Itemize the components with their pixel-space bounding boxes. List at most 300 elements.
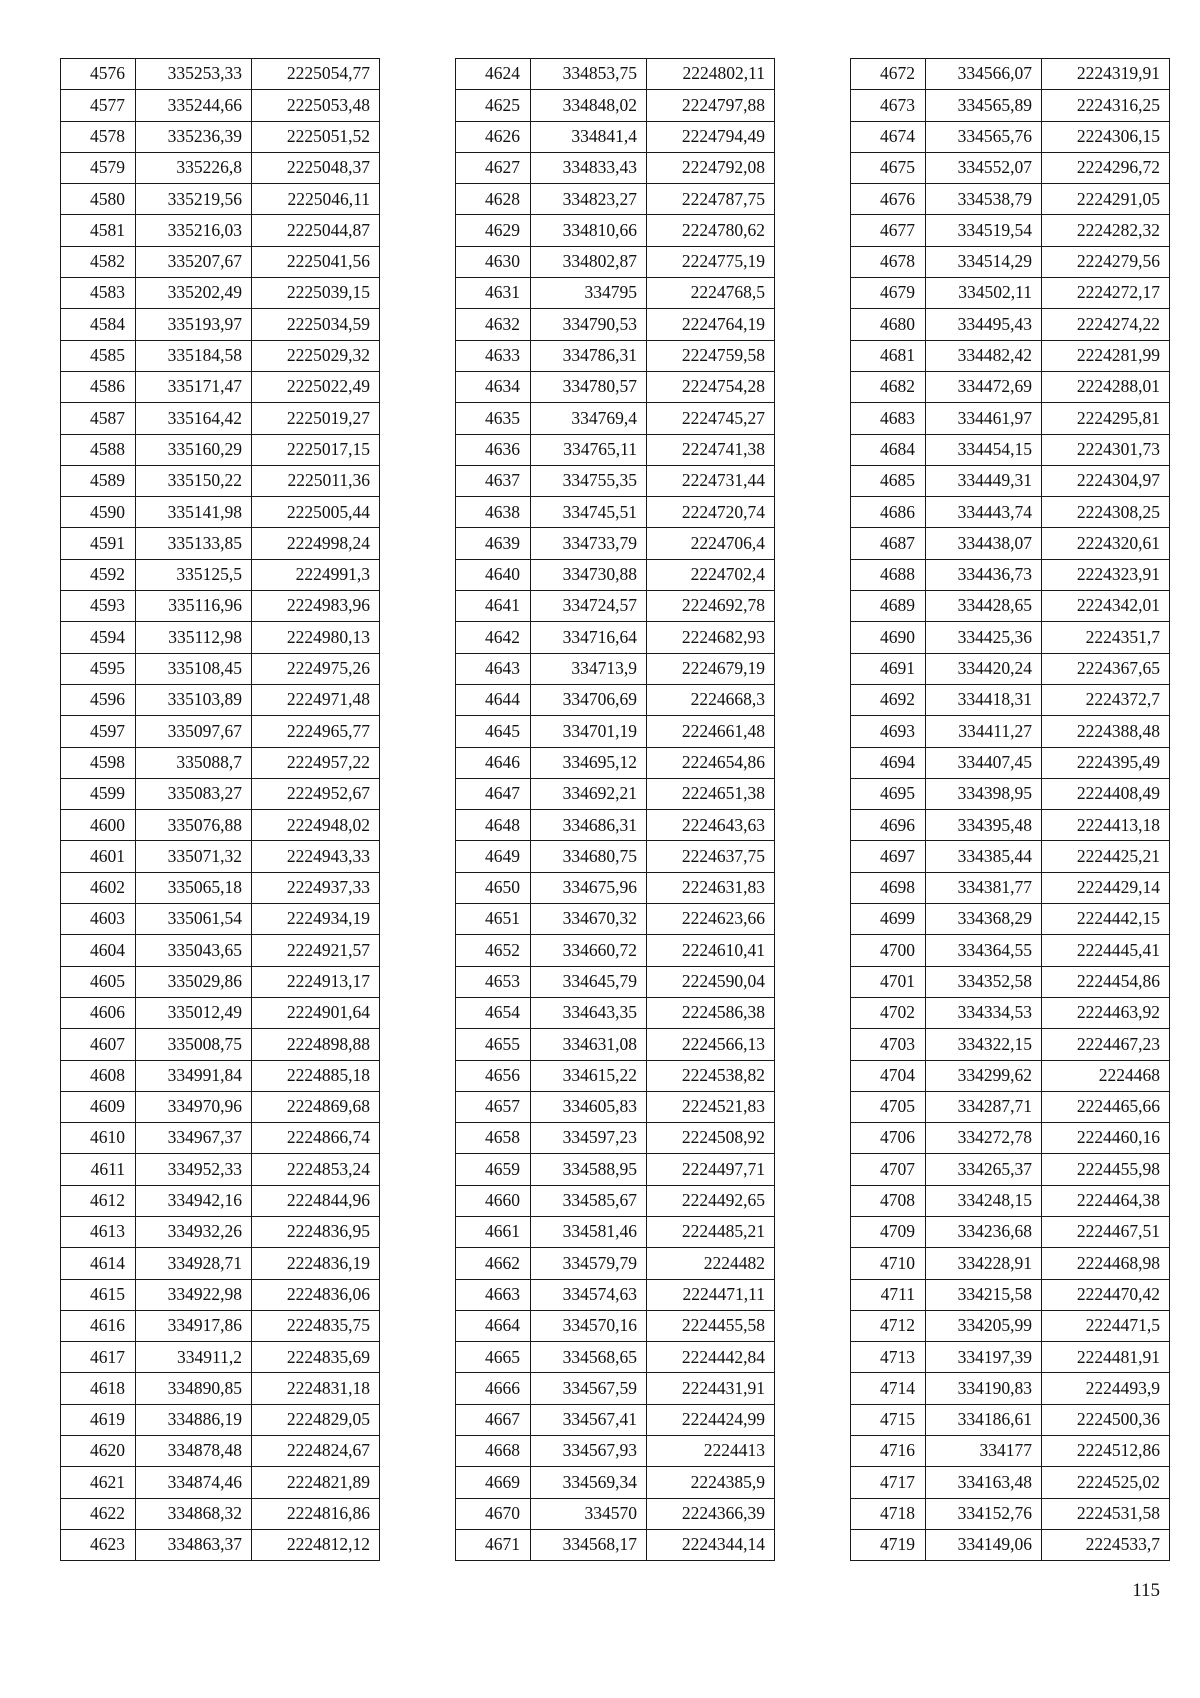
- y-coordinate-cell: 2224320,61: [1042, 528, 1170, 559]
- point-number-cell: 4690: [851, 622, 926, 653]
- point-number-cell: 4576: [61, 59, 136, 90]
- y-coordinate-cell: 2224395,49: [1042, 747, 1170, 778]
- y-coordinate-cell: 2224983,96: [252, 591, 380, 622]
- y-coordinate-cell: 2224623,66: [647, 904, 775, 935]
- point-number-cell: 4634: [456, 371, 531, 402]
- y-coordinate-cell: 2224455,58: [647, 1310, 775, 1341]
- point-number-cell: 4710: [851, 1248, 926, 1279]
- y-coordinate-cell: 2224431,91: [647, 1373, 775, 1404]
- table-row: [61, 1529, 380, 1560]
- x-coordinate-cell: 334352,58: [926, 966, 1042, 997]
- table-row: [851, 59, 1170, 90]
- x-coordinate-cell: 334932,26: [136, 1216, 252, 1247]
- table-row: [851, 1467, 1170, 1498]
- x-coordinate-cell: 335071,32: [136, 841, 252, 872]
- x-coordinate-cell: 334724,57: [531, 591, 647, 622]
- y-coordinate-cell: 2224764,19: [647, 309, 775, 340]
- x-coordinate-cell: 335008,75: [136, 1029, 252, 1060]
- y-coordinate-cell: 2224460,16: [1042, 1123, 1170, 1154]
- y-coordinate-cell: 2224425,21: [1042, 841, 1170, 872]
- y-coordinate-cell: 2224824,67: [252, 1436, 380, 1467]
- point-number-cell: 4586: [61, 371, 136, 402]
- x-coordinate-cell: 334443,74: [926, 497, 1042, 528]
- table-row: [456, 1310, 775, 1341]
- table-row: [851, 810, 1170, 841]
- y-coordinate-cell: 2224274,22: [1042, 309, 1170, 340]
- point-number-cell: 4579: [61, 152, 136, 183]
- y-coordinate-cell: 2224497,71: [647, 1154, 775, 1185]
- table-row: [851, 278, 1170, 309]
- table-row: [456, 1091, 775, 1122]
- y-coordinate-cell: 2224470,42: [1042, 1279, 1170, 1310]
- table-row: [456, 465, 775, 496]
- point-number-cell: 4589: [61, 465, 136, 496]
- table-row: [61, 215, 380, 246]
- y-coordinate-cell: 2224291,05: [1042, 184, 1170, 215]
- y-coordinate-cell: 2224493,9: [1042, 1373, 1170, 1404]
- x-coordinate-cell: 334482,42: [926, 340, 1042, 371]
- table-row: [61, 278, 380, 309]
- table-row: [456, 184, 775, 215]
- x-coordinate-cell: 334565,89: [926, 90, 1042, 121]
- x-coordinate-cell: 335171,47: [136, 371, 252, 402]
- table-row: [456, 1185, 775, 1216]
- table-row: [61, 1467, 380, 1498]
- y-coordinate-cell: 2224913,17: [252, 966, 380, 997]
- x-coordinate-cell: 334970,96: [136, 1091, 252, 1122]
- x-coordinate-cell: 335108,45: [136, 653, 252, 684]
- table-row: [851, 1436, 1170, 1467]
- point-number-cell: 4644: [456, 684, 531, 715]
- y-coordinate-cell: 2224445,41: [1042, 935, 1170, 966]
- x-coordinate-cell: 334695,12: [531, 747, 647, 778]
- y-coordinate-cell: 2224991,3: [252, 559, 380, 590]
- table-row: [851, 778, 1170, 809]
- table-row: [851, 1342, 1170, 1373]
- point-number-cell: 4584: [61, 309, 136, 340]
- table-row: [851, 215, 1170, 246]
- point-number-cell: 4633: [456, 340, 531, 371]
- x-coordinate-cell: 334579,79: [531, 1248, 647, 1279]
- point-number-cell: 4638: [456, 497, 531, 528]
- x-coordinate-cell: 334605,83: [531, 1091, 647, 1122]
- y-coordinate-cell: 2224281,99: [1042, 340, 1170, 371]
- point-number-cell: 4611: [61, 1154, 136, 1185]
- point-number-cell: 4623: [61, 1529, 136, 1560]
- x-coordinate-cell: 334706,69: [531, 684, 647, 715]
- x-coordinate-cell: 334570,16: [531, 1310, 647, 1341]
- table-row: [851, 997, 1170, 1028]
- y-coordinate-cell: 2224775,19: [647, 246, 775, 277]
- x-coordinate-cell: 334322,15: [926, 1029, 1042, 1060]
- x-coordinate-cell: 335219,56: [136, 184, 252, 215]
- x-coordinate-cell: 334368,29: [926, 904, 1042, 935]
- y-coordinate-cell: 2224768,5: [647, 278, 775, 309]
- table-row: [456, 309, 775, 340]
- y-coordinate-cell: 2224745,27: [647, 403, 775, 434]
- x-coordinate-cell: 334197,39: [926, 1342, 1042, 1373]
- table-row: [61, 309, 380, 340]
- point-number-cell: 4614: [61, 1248, 136, 1279]
- y-coordinate-cell: 2224492,65: [647, 1185, 775, 1216]
- y-coordinate-cell: 2224306,15: [1042, 121, 1170, 152]
- table-row: [851, 716, 1170, 747]
- point-number-cell: 4582: [61, 246, 136, 277]
- table-row: [61, 1091, 380, 1122]
- point-number-cell: 4648: [456, 810, 531, 841]
- y-coordinate-cell: 2224566,13: [647, 1029, 775, 1060]
- point-number-cell: 4675: [851, 152, 926, 183]
- point-number-cell: 4628: [456, 184, 531, 215]
- table-row: [851, 371, 1170, 402]
- x-coordinate-cell: 334769,4: [531, 403, 647, 434]
- x-coordinate-cell: 334631,08: [531, 1029, 647, 1060]
- table-row: [851, 1185, 1170, 1216]
- x-coordinate-cell: 334381,77: [926, 872, 1042, 903]
- x-coordinate-cell: 334149,06: [926, 1529, 1042, 1560]
- point-number-cell: 4692: [851, 684, 926, 715]
- point-number-cell: 4651: [456, 904, 531, 935]
- y-coordinate-cell: 2224590,04: [647, 966, 775, 997]
- x-coordinate-cell: 335076,88: [136, 810, 252, 841]
- y-coordinate-cell: 2224413,18: [1042, 810, 1170, 841]
- point-number-cell: 4649: [456, 841, 531, 872]
- y-coordinate-cell: 2225048,37: [252, 152, 380, 183]
- point-number-cell: 4677: [851, 215, 926, 246]
- x-coordinate-cell: 334890,85: [136, 1373, 252, 1404]
- x-coordinate-cell: 334190,83: [926, 1373, 1042, 1404]
- x-coordinate-cell: 335253,33: [136, 59, 252, 90]
- y-coordinate-cell: 2224308,25: [1042, 497, 1170, 528]
- point-number-cell: 4602: [61, 872, 136, 903]
- x-coordinate-cell: 334574,63: [531, 1279, 647, 1310]
- y-coordinate-cell: 2224481,91: [1042, 1342, 1170, 1373]
- y-coordinate-cell: 2224829,05: [252, 1404, 380, 1435]
- table-row: [61, 1185, 380, 1216]
- x-coordinate-cell: 334643,35: [531, 997, 647, 1028]
- table-row: [456, 778, 775, 809]
- point-number-cell: 4639: [456, 528, 531, 559]
- y-coordinate-cell: 2224372,7: [1042, 684, 1170, 715]
- point-number-cell: 4714: [851, 1373, 926, 1404]
- point-number-cell: 4674: [851, 121, 926, 152]
- point-number-cell: 4590: [61, 497, 136, 528]
- x-coordinate-cell: 335236,39: [136, 121, 252, 152]
- table-row: [61, 1436, 380, 1467]
- point-number-cell: 4635: [456, 403, 531, 434]
- x-coordinate-cell: 334215,58: [926, 1279, 1042, 1310]
- point-number-cell: 4665: [456, 1342, 531, 1373]
- x-coordinate-cell: 334519,54: [926, 215, 1042, 246]
- y-coordinate-cell: 2224413: [647, 1436, 775, 1467]
- x-coordinate-cell: 334967,37: [136, 1123, 252, 1154]
- x-coordinate-cell: 335043,65: [136, 935, 252, 966]
- x-coordinate-cell: 334502,11: [926, 278, 1042, 309]
- x-coordinate-cell: 334802,87: [531, 246, 647, 277]
- table-row: [456, 904, 775, 935]
- x-coordinate-cell: 334680,75: [531, 841, 647, 872]
- y-coordinate-cell: 2224385,9: [647, 1467, 775, 1498]
- table-row: [61, 1373, 380, 1404]
- y-coordinate-cell: 2224794,49: [647, 121, 775, 152]
- y-coordinate-cell: 2224835,75: [252, 1310, 380, 1341]
- point-number-cell: 4707: [851, 1154, 926, 1185]
- table-row: [851, 1060, 1170, 1091]
- y-coordinate-cell: 2224797,88: [647, 90, 775, 121]
- point-number-cell: 4588: [61, 434, 136, 465]
- x-coordinate-cell: 334425,36: [926, 622, 1042, 653]
- point-number-cell: 4591: [61, 528, 136, 559]
- coordinate-table-1: [60, 58, 380, 1561]
- point-number-cell: 4696: [851, 810, 926, 841]
- y-coordinate-cell: 2224464,38: [1042, 1185, 1170, 1216]
- y-coordinate-cell: 2224295,81: [1042, 403, 1170, 434]
- table-row: [61, 1279, 380, 1310]
- page-number: 115: [1132, 1580, 1160, 1601]
- y-coordinate-cell: 2224508,92: [647, 1123, 775, 1154]
- table-row: [456, 1529, 775, 1560]
- x-coordinate-cell: 334952,33: [136, 1154, 252, 1185]
- table-row: [456, 591, 775, 622]
- x-coordinate-cell: 335112,98: [136, 622, 252, 653]
- point-number-cell: 4653: [456, 966, 531, 997]
- point-number-cell: 4709: [851, 1216, 926, 1247]
- x-coordinate-cell: 334236,68: [926, 1216, 1042, 1247]
- y-coordinate-cell: 2224471,11: [647, 1279, 775, 1310]
- y-coordinate-cell: 2224471,5: [1042, 1310, 1170, 1341]
- x-coordinate-cell: 334454,15: [926, 434, 1042, 465]
- point-number-cell: 4595: [61, 653, 136, 684]
- x-coordinate-cell: 334552,07: [926, 152, 1042, 183]
- point-number-cell: 4627: [456, 152, 531, 183]
- point-number-cell: 4618: [61, 1373, 136, 1404]
- x-coordinate-cell: 334868,32: [136, 1498, 252, 1529]
- y-coordinate-cell: 2224836,06: [252, 1279, 380, 1310]
- x-coordinate-cell: 334272,78: [926, 1123, 1042, 1154]
- point-number-cell: 4608: [61, 1060, 136, 1091]
- y-coordinate-cell: 2224780,62: [647, 215, 775, 246]
- x-coordinate-cell: 334810,66: [531, 215, 647, 246]
- x-coordinate-cell: 334670,32: [531, 904, 647, 935]
- y-coordinate-cell: 2224455,98: [1042, 1154, 1170, 1185]
- x-coordinate-cell: 335244,66: [136, 90, 252, 121]
- point-number-cell: 4645: [456, 716, 531, 747]
- point-number-cell: 4646: [456, 747, 531, 778]
- x-coordinate-cell: 334436,73: [926, 559, 1042, 590]
- y-coordinate-cell: 2224952,67: [252, 778, 380, 809]
- y-coordinate-cell: 2224631,83: [647, 872, 775, 903]
- y-coordinate-cell: 2224934,19: [252, 904, 380, 935]
- table-row: [61, 1123, 380, 1154]
- point-number-cell: 4625: [456, 90, 531, 121]
- table-row: [61, 872, 380, 903]
- y-coordinate-cell: 2224836,19: [252, 1248, 380, 1279]
- point-number-cell: 4577: [61, 90, 136, 121]
- x-coordinate-cell: 335216,03: [136, 215, 252, 246]
- x-coordinate-cell: 334186,61: [926, 1404, 1042, 1435]
- table-row: [456, 215, 775, 246]
- table-row: [456, 653, 775, 684]
- y-coordinate-cell: 2224319,91: [1042, 59, 1170, 90]
- x-coordinate-cell: 334585,67: [531, 1185, 647, 1216]
- x-coordinate-cell: 334570: [531, 1498, 647, 1529]
- x-coordinate-cell: 334461,97: [926, 403, 1042, 434]
- point-number-cell: 4668: [456, 1436, 531, 1467]
- table-row: [851, 684, 1170, 715]
- point-number-cell: 4661: [456, 1216, 531, 1247]
- y-coordinate-cell: 2224296,72: [1042, 152, 1170, 183]
- y-coordinate-cell: 2224465,66: [1042, 1091, 1170, 1122]
- table-row: [61, 1404, 380, 1435]
- table-row: [456, 90, 775, 121]
- y-coordinate-cell: 2224610,41: [647, 935, 775, 966]
- x-coordinate-cell: 334886,19: [136, 1404, 252, 1435]
- y-coordinate-cell: 2224512,86: [1042, 1436, 1170, 1467]
- table-row: [61, 1154, 380, 1185]
- point-number-cell: 4683: [851, 403, 926, 434]
- table-row: [851, 1248, 1170, 1279]
- y-coordinate-cell: 2224971,48: [252, 684, 380, 715]
- y-coordinate-cell: 2224831,18: [252, 1373, 380, 1404]
- x-coordinate-cell: 334472,69: [926, 371, 1042, 402]
- table-row: [851, 559, 1170, 590]
- y-coordinate-cell: 2224279,56: [1042, 246, 1170, 277]
- point-number-cell: 4676: [851, 184, 926, 215]
- table-row: [61, 497, 380, 528]
- y-coordinate-cell: 2224467,23: [1042, 1029, 1170, 1060]
- x-coordinate-cell: 335083,27: [136, 778, 252, 809]
- point-number-cell: 4624: [456, 59, 531, 90]
- point-number-cell: 4713: [851, 1342, 926, 1373]
- table-row: [456, 497, 775, 528]
- table-row: [851, 309, 1170, 340]
- table-row: [851, 497, 1170, 528]
- y-coordinate-cell: 2224836,95: [252, 1216, 380, 1247]
- y-coordinate-cell: 2224759,58: [647, 340, 775, 371]
- table-row: [851, 1310, 1170, 1341]
- point-number-cell: 4688: [851, 559, 926, 590]
- table-row: [61, 121, 380, 152]
- point-number-cell: 4666: [456, 1373, 531, 1404]
- table-row: [61, 1498, 380, 1529]
- y-coordinate-cell: 2224948,02: [252, 810, 380, 841]
- x-coordinate-cell: 334853,75: [531, 59, 647, 90]
- table-row: [61, 810, 380, 841]
- table-row: [61, 559, 380, 590]
- point-number-cell: 4679: [851, 278, 926, 309]
- x-coordinate-cell: 334538,79: [926, 184, 1042, 215]
- point-number-cell: 4701: [851, 966, 926, 997]
- point-number-cell: 4597: [61, 716, 136, 747]
- y-coordinate-cell: 2224980,13: [252, 622, 380, 653]
- table-row: [456, 403, 775, 434]
- point-number-cell: 4672: [851, 59, 926, 90]
- y-coordinate-cell: 2224702,4: [647, 559, 775, 590]
- y-coordinate-cell: 2224885,18: [252, 1060, 380, 1091]
- point-number-cell: 4636: [456, 434, 531, 465]
- table-row: [851, 152, 1170, 183]
- point-number-cell: 4693: [851, 716, 926, 747]
- x-coordinate-cell: 334177: [926, 1436, 1042, 1467]
- x-coordinate-cell: 334922,98: [136, 1279, 252, 1310]
- y-coordinate-cell: 2225022,49: [252, 371, 380, 402]
- y-coordinate-cell: 2224720,74: [647, 497, 775, 528]
- point-number-cell: 4715: [851, 1404, 926, 1435]
- y-coordinate-cell: 2224692,78: [647, 591, 775, 622]
- table-row: [456, 1467, 775, 1498]
- y-coordinate-cell: 2224679,19: [647, 653, 775, 684]
- x-coordinate-cell: 334418,31: [926, 684, 1042, 715]
- x-coordinate-cell: 334786,31: [531, 340, 647, 371]
- y-coordinate-cell: 2224787,75: [647, 184, 775, 215]
- y-coordinate-cell: 2224682,93: [647, 622, 775, 653]
- table-row: [61, 465, 380, 496]
- table-row: [851, 747, 1170, 778]
- x-coordinate-cell: 334566,07: [926, 59, 1042, 90]
- x-coordinate-cell: 335226,8: [136, 152, 252, 183]
- point-number-cell: 4632: [456, 309, 531, 340]
- x-coordinate-cell: 334428,65: [926, 591, 1042, 622]
- point-number-cell: 4667: [456, 1404, 531, 1435]
- point-number-cell: 4662: [456, 1248, 531, 1279]
- table-row: [61, 716, 380, 747]
- y-coordinate-cell: 2224844,96: [252, 1185, 380, 1216]
- y-coordinate-cell: 2224482: [647, 1248, 775, 1279]
- point-number-cell: 4609: [61, 1091, 136, 1122]
- table-row: [456, 152, 775, 183]
- y-coordinate-cell: 2225041,56: [252, 246, 380, 277]
- x-coordinate-cell: 334645,79: [531, 966, 647, 997]
- point-number-cell: 4663: [456, 1279, 531, 1310]
- point-number-cell: 4719: [851, 1529, 926, 1560]
- y-coordinate-cell: 2225044,87: [252, 215, 380, 246]
- x-coordinate-cell: 334701,19: [531, 716, 647, 747]
- x-coordinate-cell: 334567,41: [531, 1404, 647, 1435]
- table-row: [456, 622, 775, 653]
- table-row: [456, 1404, 775, 1435]
- point-number-cell: 4699: [851, 904, 926, 935]
- point-number-cell: 4592: [61, 559, 136, 590]
- x-coordinate-cell: 334755,35: [531, 465, 647, 496]
- point-number-cell: 4581: [61, 215, 136, 246]
- table-row: [61, 59, 380, 90]
- x-coordinate-cell: 334874,46: [136, 1467, 252, 1498]
- point-number-cell: 4689: [851, 591, 926, 622]
- table-row: [851, 1404, 1170, 1435]
- point-number-cell: 4616: [61, 1310, 136, 1341]
- point-number-cell: 4687: [851, 528, 926, 559]
- table-row: [456, 1154, 775, 1185]
- table-row: [851, 591, 1170, 622]
- table-row: [61, 622, 380, 653]
- point-number-cell: 4698: [851, 872, 926, 903]
- point-number-cell: 4600: [61, 810, 136, 841]
- y-coordinate-cell: 2224500,36: [1042, 1404, 1170, 1435]
- table-row: [456, 1248, 775, 1279]
- x-coordinate-cell: 334686,31: [531, 810, 647, 841]
- y-coordinate-cell: 2224525,02: [1042, 1467, 1170, 1498]
- table-row: [456, 371, 775, 402]
- y-coordinate-cell: 2224366,39: [647, 1498, 775, 1529]
- x-coordinate-cell: 335160,29: [136, 434, 252, 465]
- table-row: [61, 340, 380, 371]
- point-number-cell: 4619: [61, 1404, 136, 1435]
- point-number-cell: 4716: [851, 1436, 926, 1467]
- point-number-cell: 4606: [61, 997, 136, 1028]
- table-row: [456, 340, 775, 371]
- y-coordinate-cell: 2225005,44: [252, 497, 380, 528]
- table-row: [61, 997, 380, 1028]
